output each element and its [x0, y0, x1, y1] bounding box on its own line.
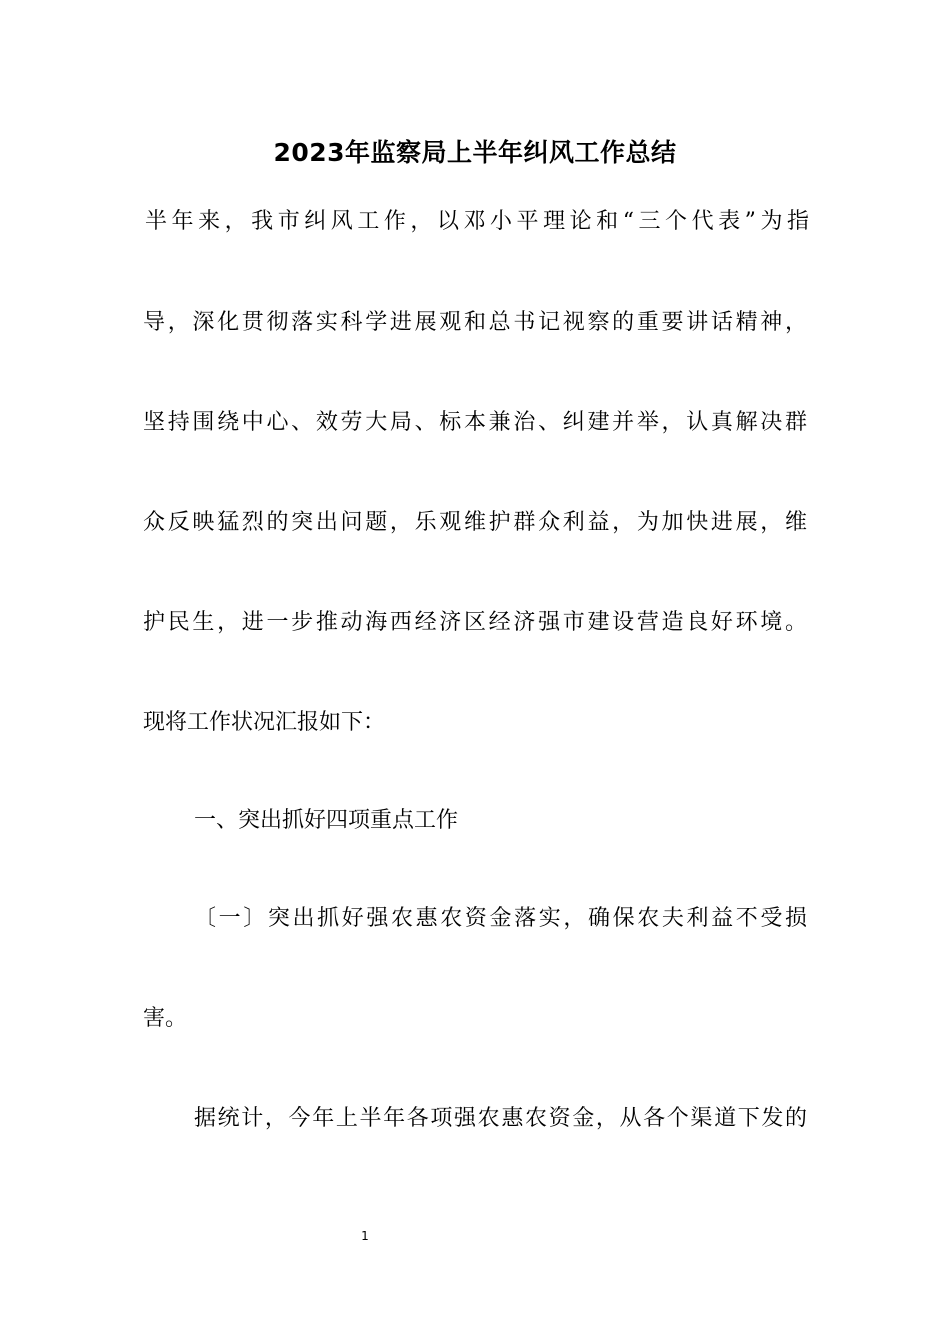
paragraph-line: 护民生，进一步推动海西经济区经济强市建设营造良好环境。: [143, 610, 807, 635]
paragraph-line: 众反映猛烈的突出问题，乐观维护群众利益，为加快进展，维: [143, 510, 807, 535]
paragraph-line: 半年来，我市纠风工作，以邓小平理论和“三个代表”为指: [145, 209, 809, 234]
paragraph-line: 导，深化贯彻落实科学进展观和总书记视察的重要讲话精神，: [143, 310, 807, 335]
subsection-heading: 〔一〕突出抓好强农惠农资金落实，确保农夫利益不受损: [194, 906, 807, 931]
paragraph-line: 据统计，今年上半年各项强农惠农资金，从各个渠道下发的: [194, 1106, 807, 1131]
section-heading: 一、突出抓好四项重点工作: [194, 808, 459, 833]
paragraph-line: 现将工作状况汇报如下：: [143, 710, 386, 735]
page-number: 1: [361, 1229, 369, 1243]
document-title: 2023年监察局上半年纠风工作总结: [273, 138, 677, 167]
subsection-heading-continued: 害。: [143, 1006, 188, 1031]
paragraph-line: 坚持围绕中心、效劳大局、标本兼治、纠建并举，认真解决群: [143, 410, 807, 435]
